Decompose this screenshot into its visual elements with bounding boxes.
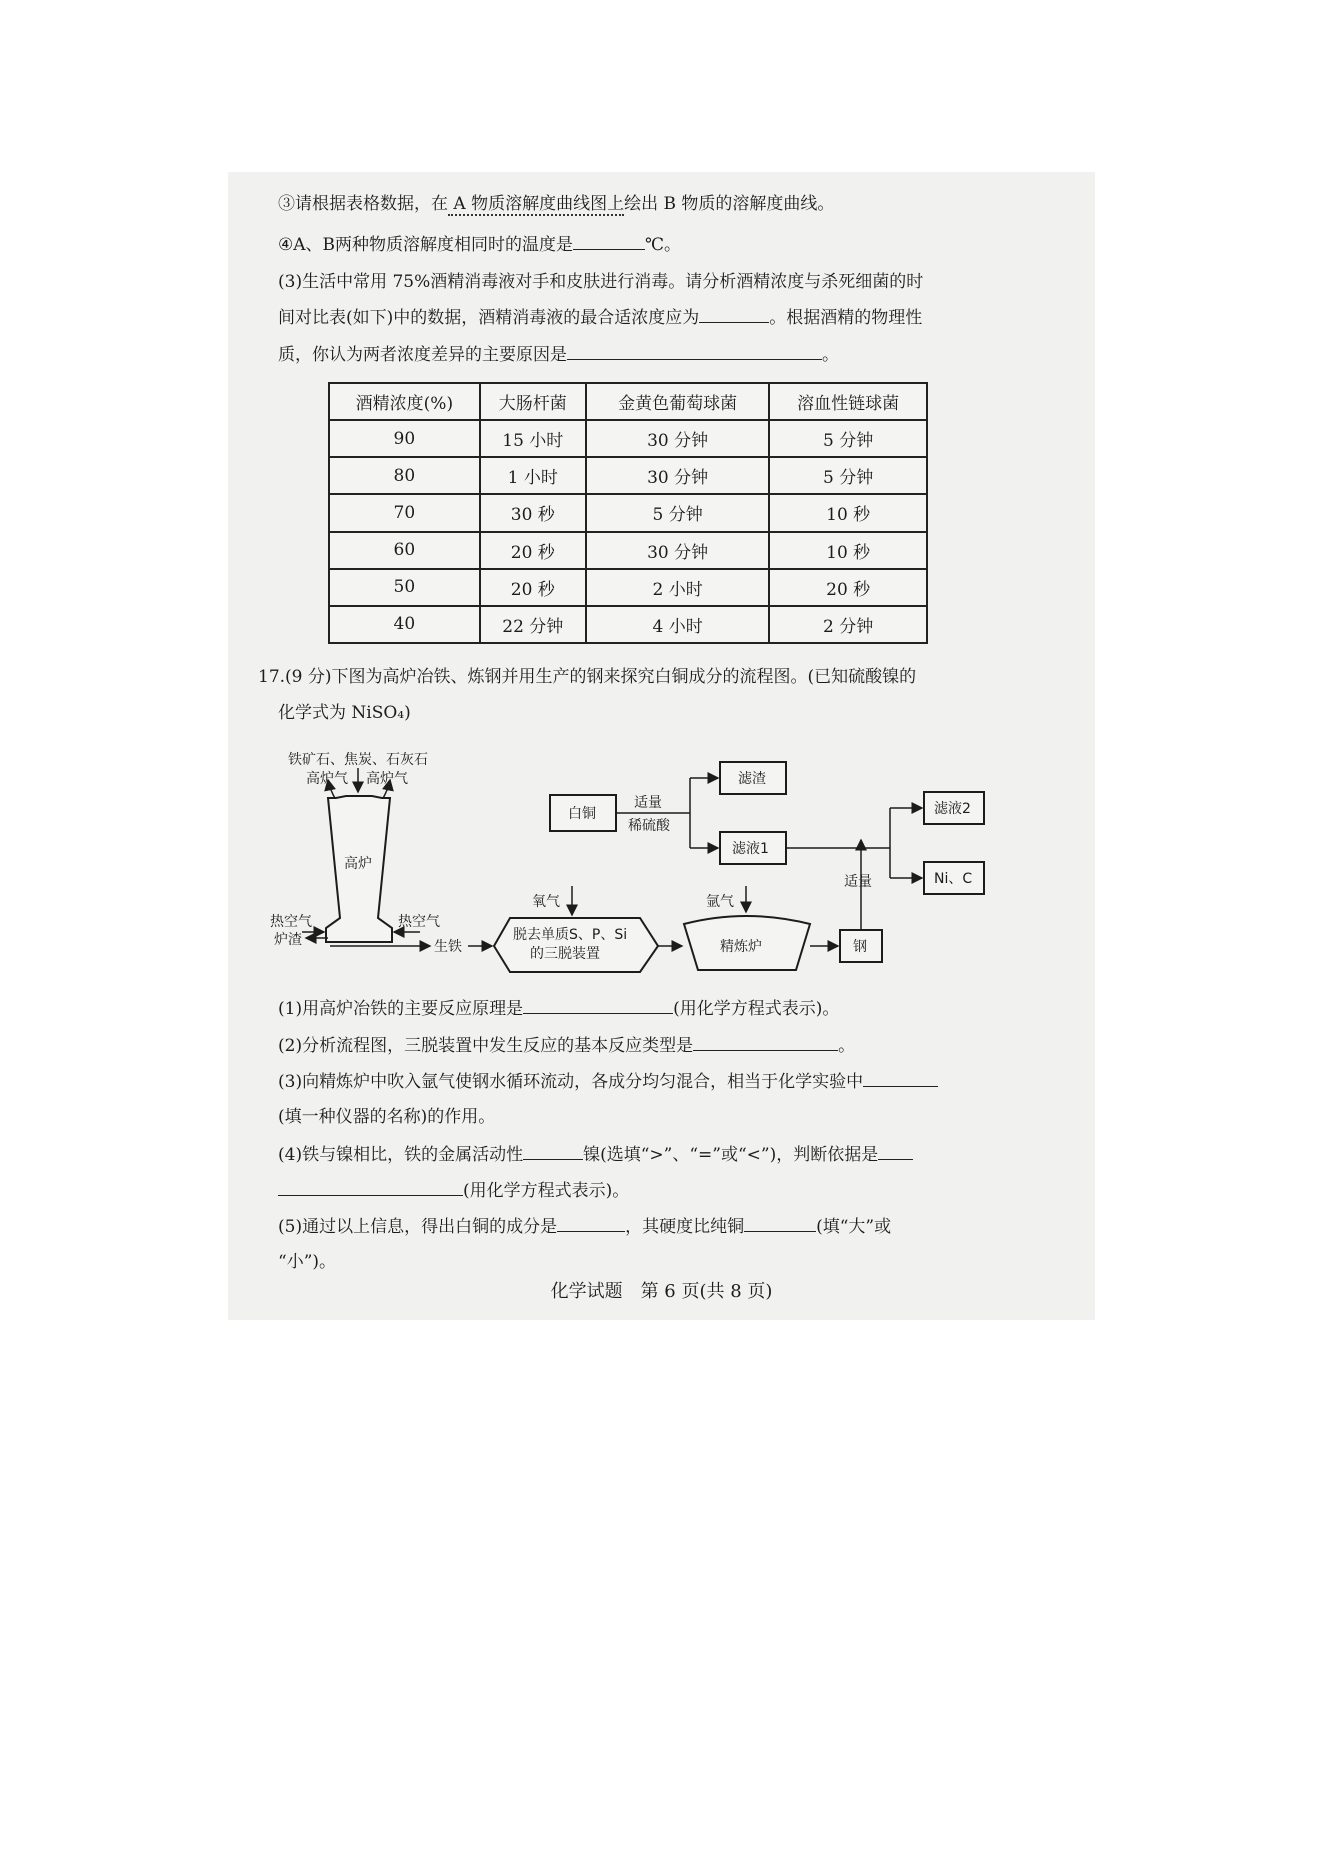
table-cell: 1 小时 <box>480 457 586 494</box>
table-cell: 15 小时 <box>480 420 586 457</box>
table-cell: 80 <box>329 457 480 494</box>
hot-air-left-label: 热空气 <box>270 914 312 930</box>
table-row <box>329 420 927 457</box>
table-cell: 30 分钟 <box>586 420 769 457</box>
vertical-label-1: 适量 <box>844 874 872 890</box>
q17-item4: (4)铁与镍相比，铁的金属活动性 镍(选填“>”、“=”或“<”)，判断依据是 <box>278 1143 913 1166</box>
table-cell: 5 分钟 <box>769 420 927 457</box>
answer-blank[interactable] <box>573 233 645 250</box>
slag-label: 炉渣 <box>274 932 302 948</box>
answer-blank[interactable] <box>567 343 822 360</box>
q17-item5: (5)通过以上信息，得出白铜的成分是 ，其硬度比纯铜 (填“大”或 <box>278 1217 892 1237</box>
q16-item3: ③请根据表格数据，在 A 物质溶解度曲线图上绘出 B 物质的溶解度曲线。 <box>278 194 835 214</box>
table-header-row <box>329 383 927 420</box>
furnace-inputs-label: 铁矿石、焦炭、石灰石 <box>288 752 428 768</box>
answer-blank[interactable] <box>878 1143 913 1160</box>
q16-part3-line2: 间对比表(如下)中的数据，酒精消毒液的最合适浓度应为 。根据酒精的物理性 <box>278 308 923 328</box>
q17-item3-cont: (填一种仪器的名称)的作用。 <box>278 1107 496 1127</box>
table-cell: 10 秒 <box>769 532 927 569</box>
table-cell: 50 <box>329 569 480 606</box>
table-row <box>329 494 927 531</box>
table-cell: 22 分钟 <box>480 606 586 643</box>
answer-blank[interactable] <box>523 1143 583 1160</box>
answer-blank[interactable] <box>278 1179 463 1196</box>
q17-intro-line1: 17.(9 分)下图为高炉冶铁、炼钢并用生产的钢来探究白铜成分的流程图。(已知硫酸镍的 <box>258 667 917 687</box>
table-cell: 30 秒 <box>480 494 586 531</box>
reagent-top-label: 适量 <box>634 795 662 811</box>
table-cell: 90 <box>329 420 480 457</box>
table-row <box>329 606 927 643</box>
q17-item5-cont: “小”)。 <box>278 1252 337 1272</box>
filter-residue-label: 滤渣 <box>738 771 766 787</box>
filtrate2-label: 滤液2 <box>934 801 971 817</box>
alcohol-bacteria-table <box>328 382 928 644</box>
answer-blank[interactable] <box>744 1215 816 1232</box>
furnace-gas-left-label: 高炉气 <box>306 771 348 787</box>
table-header: 大肠杆菌 <box>480 383 586 420</box>
answer-blank[interactable] <box>557 1215 625 1232</box>
page-footer: 化学试题 第 6 页(共 8 页) <box>550 1281 773 1302</box>
table-cell: 4 小时 <box>586 606 769 643</box>
steel-label: 钢 <box>853 939 867 955</box>
furnace-label: 高炉 <box>344 856 372 872</box>
three-removal-line2: 的三脱装置 <box>530 946 600 962</box>
q16-item4: ④A、B两种物质溶解度相同时的温度是 ℃。 <box>278 235 682 255</box>
table-cell: 5 分钟 <box>586 494 769 531</box>
refining-furnace-label: 精炼炉 <box>720 939 762 955</box>
table-cell: 2 小时 <box>586 569 769 606</box>
table-header: 金黄色葡萄球菌 <box>586 383 769 420</box>
table-header: 酒精浓度(%) <box>329 383 480 420</box>
answer-blank[interactable] <box>523 997 673 1014</box>
ni-c-label: Ni、C <box>934 871 973 887</box>
white-copper-label: 白铜 <box>568 806 596 822</box>
answer-blank[interactable] <box>863 1070 938 1087</box>
q16-part3-line1: (3)生活中常用 75%酒精消毒液对手和皮肤进行消毒。请分析酒精浓度与杀死细菌的时 <box>278 272 924 292</box>
process-flowchart <box>270 750 990 980</box>
table-cell: 20 秒 <box>769 569 927 606</box>
q17-item3: (3)向精炼炉中吹入氩气使钢水循环流动，各成分均匀混合，相当于化学实验中 <box>278 1070 938 1093</box>
reagent-bottom-label: 稀硫酸 <box>628 818 670 834</box>
pig-iron-label: 生铁 <box>434 939 462 955</box>
table-row <box>329 532 927 569</box>
oxygen-label: 氧气 <box>532 894 560 910</box>
table-cell: 70 <box>329 494 480 531</box>
table-cell: 20 秒 <box>480 569 586 606</box>
table-cell: 30 分钟 <box>586 532 769 569</box>
argon-label: 氩气 <box>706 894 734 910</box>
q17-item1: (1)用高炉冶铁的主要反应原理是 (用化学方程式表示)。 <box>278 999 840 1019</box>
q17-item4-cont: (用化学方程式表示)。 <box>278 1179 629 1202</box>
answer-blank[interactable] <box>693 1034 838 1051</box>
table-cell: 2 分钟 <box>769 606 927 643</box>
table-header: 溶血性链球菌 <box>769 383 927 420</box>
q17-intro-line2: 化学式为 NiSO₄) <box>278 703 411 723</box>
q17-item2: (2)分析流程图，三脱装置中发生反应的基本反应类型是 。 <box>278 1036 856 1056</box>
table-row <box>329 457 927 494</box>
table-cell: 30 分钟 <box>586 457 769 494</box>
table-cell: 20 秒 <box>480 532 586 569</box>
table-cell: 10 秒 <box>769 494 927 531</box>
hot-air-right-label: 热空气 <box>398 914 440 930</box>
filtrate1-label: 滤液1 <box>732 841 769 857</box>
furnace-gas-right-label: 高炉气 <box>366 771 408 787</box>
answer-blank[interactable] <box>699 306 769 323</box>
three-removal-line1: 脱去单质S、P、Si <box>513 927 628 943</box>
table-cell: 5 分钟 <box>769 457 927 494</box>
table-cell: 60 <box>329 532 480 569</box>
table-cell: 40 <box>329 606 480 643</box>
q16-part3-line3: 质，你认为两者浓度差异的主要原因是 。 <box>278 345 839 365</box>
table-row <box>329 569 927 606</box>
